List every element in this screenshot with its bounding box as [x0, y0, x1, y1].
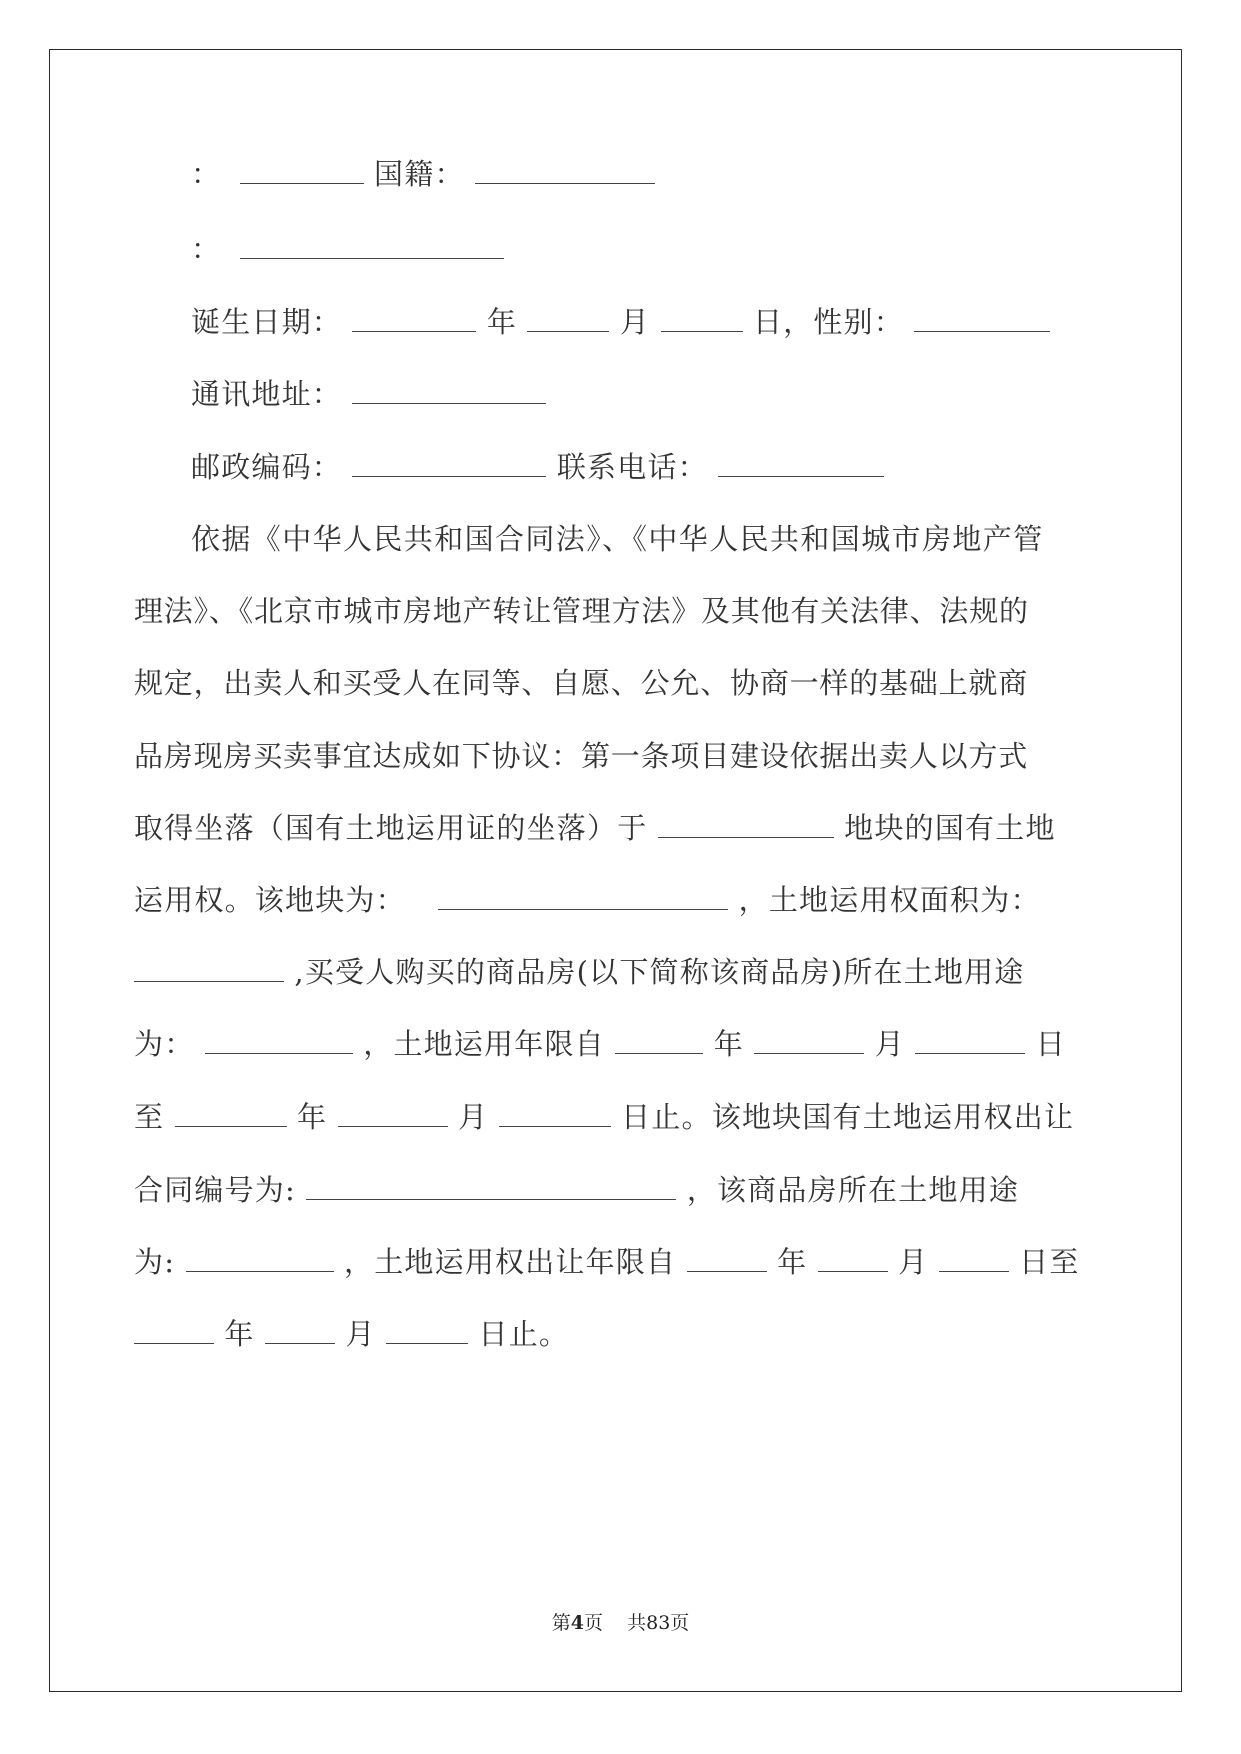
blank-field — [240, 232, 504, 259]
label-day-gender: 日，性别： — [752, 305, 904, 339]
blank-field — [914, 305, 1050, 332]
blank-field — [338, 1100, 448, 1127]
paragraph-line: 运用权。该地块为： ，土地运用权面积为： — [134, 883, 1041, 917]
blank-field — [687, 1245, 767, 1272]
blank-field — [352, 377, 546, 404]
blank-field — [386, 1317, 468, 1344]
label-phone: 联系电话： — [556, 450, 708, 484]
blank-field — [939, 1245, 1009, 1272]
blank-field — [499, 1100, 611, 1127]
blank-field — [265, 1317, 335, 1344]
blank-field — [658, 811, 834, 838]
paragraph-line: 至 年 月 日止。该地块国有土地运用权出让 — [134, 1100, 1075, 1134]
footer-mid: 页 共 — [583, 1612, 647, 1634]
blank-field — [818, 1245, 888, 1272]
label-postal-code: 邮政编码： — [191, 450, 343, 484]
paragraph-line: 取得坐落（国有土地运用证的坐落）于 地块的国有土地 — [134, 811, 1056, 845]
paragraph-line: 依据《中华人民共和国合同法》、《中华人民共和国城市房地产管 — [191, 522, 1044, 556]
blank-field — [754, 1027, 864, 1054]
page-footer — [0, 1611, 1241, 1635]
blank-field — [352, 305, 476, 332]
paragraph-line: 为： ，土地运用年限自 年 月 日 — [134, 1027, 1066, 1061]
blank-field — [186, 1245, 334, 1272]
label-month: 月 — [619, 305, 651, 339]
label-colon: ： — [191, 157, 222, 191]
text-line-birthdate — [191, 302, 1050, 342]
blank-field — [527, 305, 609, 332]
label-address: 通讯地址： — [191, 377, 343, 411]
blank-field — [240, 157, 364, 184]
blank-field — [718, 450, 884, 477]
text-line-nationality — [191, 154, 655, 194]
blank-field — [915, 1027, 1025, 1054]
blank-field — [438, 883, 728, 910]
label-birthdate: 诞生日期： — [191, 305, 343, 339]
blank-field — [352, 450, 546, 477]
paragraph-line: 品房现房买卖事宜达成如下协议：第一条项目建设依据出卖人以方式 — [134, 739, 1029, 773]
blank-field — [615, 1027, 703, 1054]
paragraph-line: 为: ，土地运用权出让年限自 年 月 日至 — [134, 1245, 1080, 1279]
blank-field — [175, 1100, 287, 1127]
blank-field — [134, 1317, 214, 1344]
paragraph-line: ,买受人购买的商品房(以下简称该商品房)所在土地用途 — [134, 952, 1024, 992]
label-year: 年 — [486, 305, 518, 339]
blank-field — [306, 1173, 676, 1200]
paragraph-line: 理法》、《北京市城市房地产转让管理方法》及其他有关法律、法规的 — [134, 594, 1029, 628]
page-number: 4 — [570, 1612, 584, 1634]
paragraph-line: 年 月 日止。 — [134, 1314, 569, 1354]
text-line-postal-phone — [191, 447, 884, 487]
footer-suffix: 页 — [670, 1612, 690, 1634]
page-total: 83 — [646, 1612, 671, 1634]
footer-prefix: 第 — [551, 1612, 571, 1634]
blank-field — [475, 157, 655, 184]
label-nationality: 国籍： — [374, 157, 465, 191]
text-line-address — [191, 374, 546, 414]
blank-field — [661, 305, 743, 332]
paragraph-line: 合同编号为: ，该商品房所在土地用途 — [134, 1173, 1020, 1207]
blank-field — [205, 1027, 353, 1054]
page-border — [49, 49, 1182, 1692]
text-line-field — [191, 229, 504, 269]
paragraph-line: 规定，出卖人和买受人在同等、自愿、公允、协商一样的基础上就商 — [134, 666, 1029, 700]
label-colon: ： — [191, 232, 222, 266]
blank-field — [134, 955, 284, 982]
